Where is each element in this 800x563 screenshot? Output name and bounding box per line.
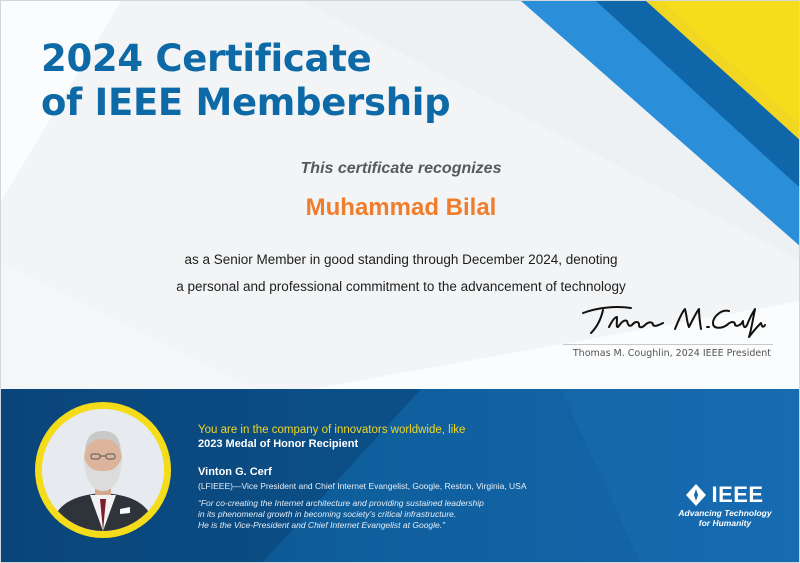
citation-line-2: in its phenomenal growth in becoming society’s critical infrastructure. (198, 509, 457, 519)
ieee-diamond-icon (686, 484, 706, 506)
ieee-logo (670, 482, 780, 528)
title-line-2: of IEEE Membership (41, 81, 451, 124)
certificate-title (41, 37, 450, 125)
recognizes-text: This certificate recognizes (300, 160, 502, 177)
title-line-1: 2024 Certificate (41, 37, 372, 80)
honoree-portrait (42, 409, 164, 531)
award-title: 2023 Medal of Honor Recipient (198, 438, 359, 450)
citation-line-1: “For co-creating the Internet architecture and providing sustained leadership (198, 498, 484, 508)
signature-caption: Thomas M. Coughlin, 2024 IEEE President (572, 348, 771, 359)
logo-tagline-line-2: for Humanity (698, 518, 752, 528)
recipient-name: Muhammad Bilal (305, 194, 497, 221)
honoree-affiliation: (LFIEEE)—Vice President and Chief Internet Evangelist, Google, Reston, Virginia, USA (198, 481, 527, 491)
body-text-line-2: a personal and professional commitment to the advancement of technology (176, 279, 626, 294)
honoree-name: Vinton G. Cerf (198, 466, 272, 478)
logo-tagline-line-1: Advancing Technology (678, 508, 772, 518)
signature-rule (563, 344, 773, 345)
honoree-citation (198, 498, 484, 531)
ieee-wordmark: IEEE (711, 482, 764, 507)
body-text-line-1: as a Senior Member in good standing through December 2024, denoting (184, 252, 618, 267)
citation-line-3: He is the Vice-President and Chief Internet Evangelist at Google.” (198, 520, 445, 530)
footer-intro-text: You are in the company of innovators worldwide, like (198, 424, 466, 436)
president-signature (579, 301, 769, 343)
